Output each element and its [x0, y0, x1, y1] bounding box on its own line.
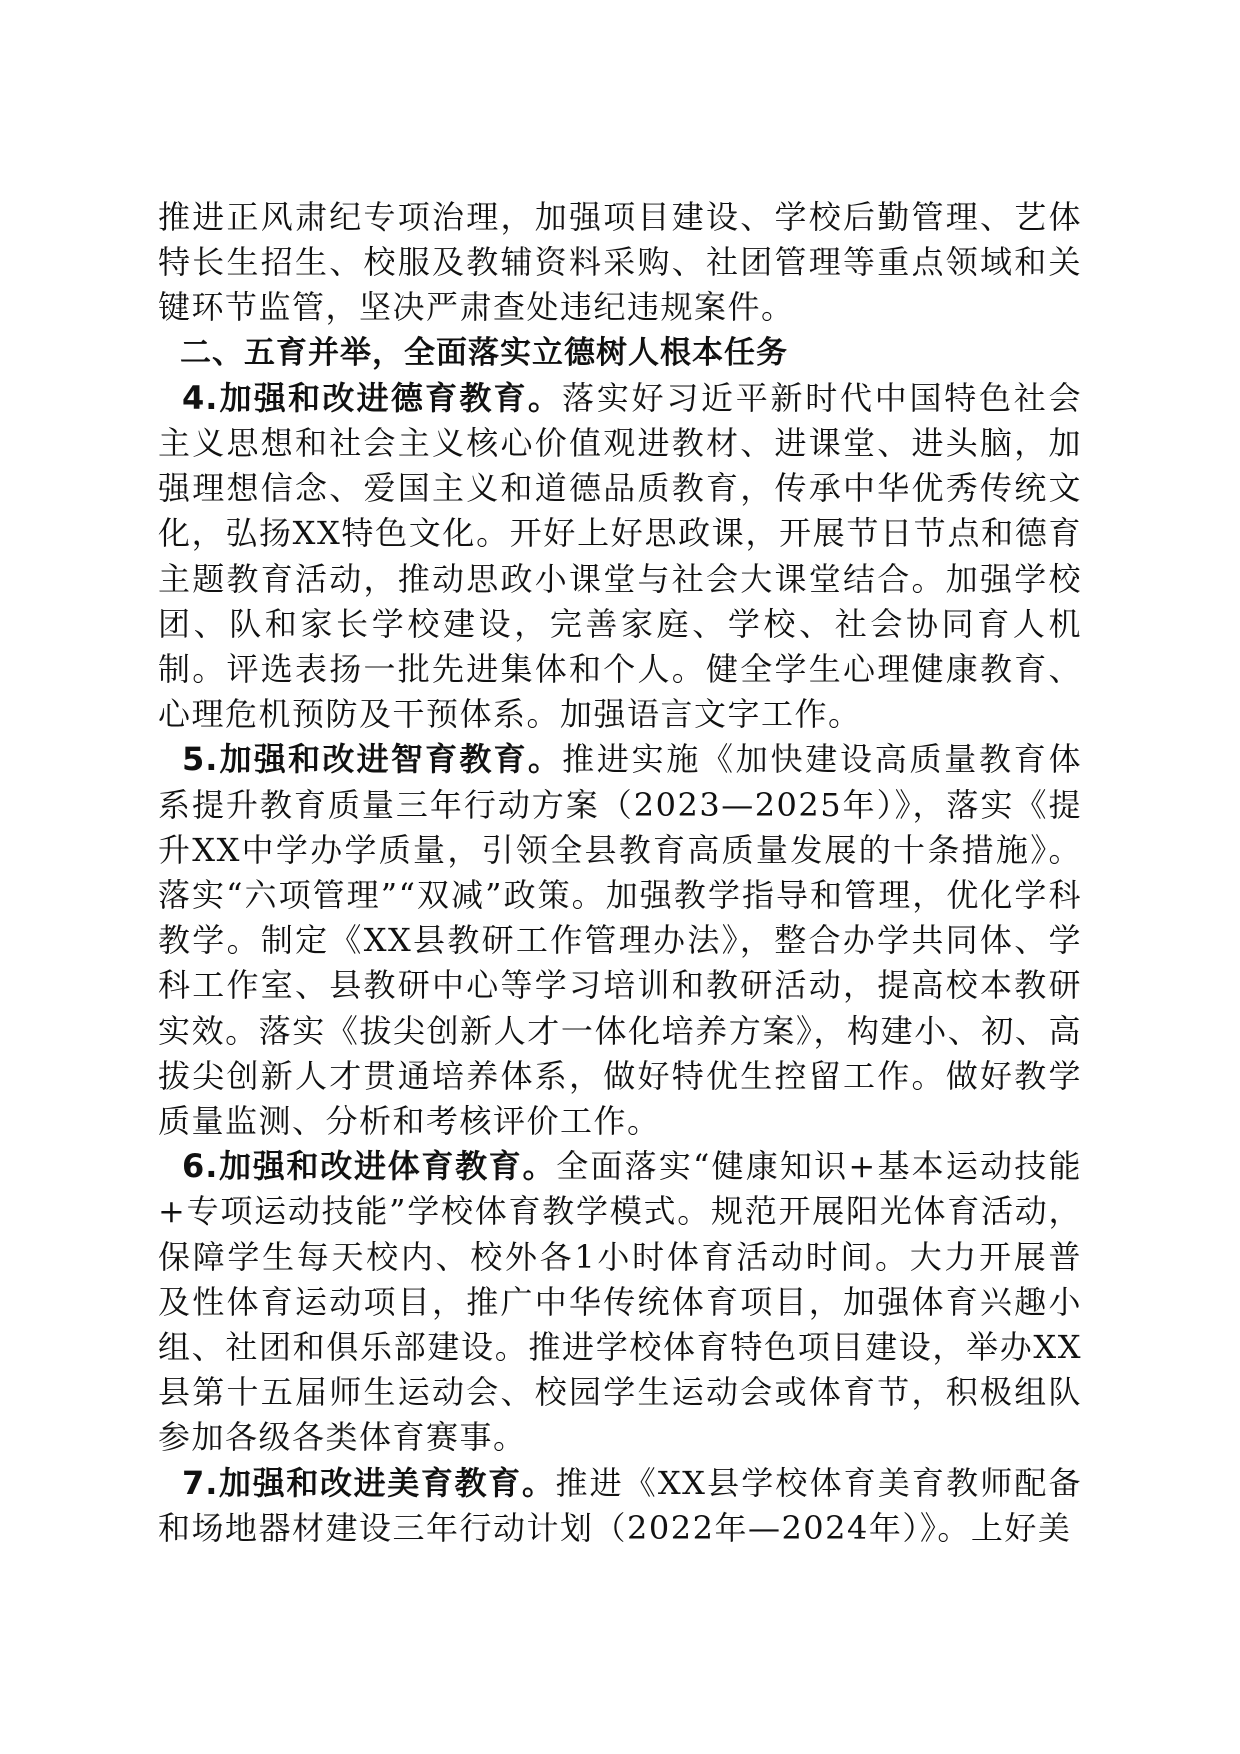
item-moral-education	[158, 376, 1082, 738]
item-lead: 6.加强和改进体育教育。	[182, 1147, 557, 1186]
item-text: 全面落实“健康知识+基本运动技能+专项运动技能”学校体育教学模式。规范开展阳光体育活动，保障学生每天校内、校外各1小时体育活动时间。大力开展普及性体育运动项目，推广中华传统体育项目，加强体育兴趣小组、社团和俱乐部建设。推进学校体育特色项目建设，举办XX县第十五届师生运动会、校园学生运动会或体育节，积极组队参加各级各类体育赛事。	[158, 1147, 1082, 1457]
paragraph-continued	[158, 195, 1082, 331]
item-intellectual-education	[158, 737, 1082, 1144]
item-aesthetic-education	[158, 1461, 1082, 1551]
item-lead: 7.加强和改进美育教育。	[182, 1463, 556, 1502]
item-physical-education	[158, 1144, 1082, 1460]
paragraph-text: 推进正风肃纪专项治理，加强项目建设、学校后勤管理、艺体特长生招生、校服及教辅资料采购、社团管理等重点领域和关键环节监管，坚决严肃查处违纪违规案件。	[158, 198, 1082, 327]
item-lead: 5.加强和改进智育教育。	[182, 740, 563, 779]
document-body	[158, 195, 1082, 1551]
item-text: 推进《XX县学校体育美育教师配备和场地器材建设三年行动计划（2022年—2024年）》。上好美	[158, 1463, 1082, 1547]
section-heading: 二、五育并举，全面落实立德树人根本任务	[180, 334, 788, 371]
item-text: 推进实施《加快建设高质量教育体系提升教育质量三年行动方案（2023—2025年）》，落实《提升XX中学办学质量，引领全县教育高质量发展的十条措施》。落实“六项管理”“双减”政策。加强教学指导和管理，优化学科教学。制定《XX县教研工作管理办法》，整合办学共同体、学科工作室、县教研中心等学习培训和教研活动，提高校本教研实效。落实《拔尖创新人才一体化培养方案》，构建小、初、高拔尖创新人才贯通培养体系，做好特优生控留工作。做好教学质量监测、分析和考核评价工作。	[158, 740, 1082, 1141]
item-text: 落实好习近平新时代中国特色社会主义思想和社会主义核心价值观进教材、进课堂、进头脑，加强理想信念、爱国主义和道德品质教育，传承中华优秀传统文化，弘扬XX特色文化。开好上好思政课，开展节日节点和德育主题教育活动，推动思政小课堂与社会大课堂结合。加强学校团、队和家长学校建设，完善家庭、学校、社会协同育人机制。评选表扬一批先进集体和个人。健全学生心理健康教育、心理危机预防及干预体系。加强语言文字工作。	[158, 378, 1082, 734]
item-lead: 4.加强和改进德育教育。	[182, 378, 563, 417]
